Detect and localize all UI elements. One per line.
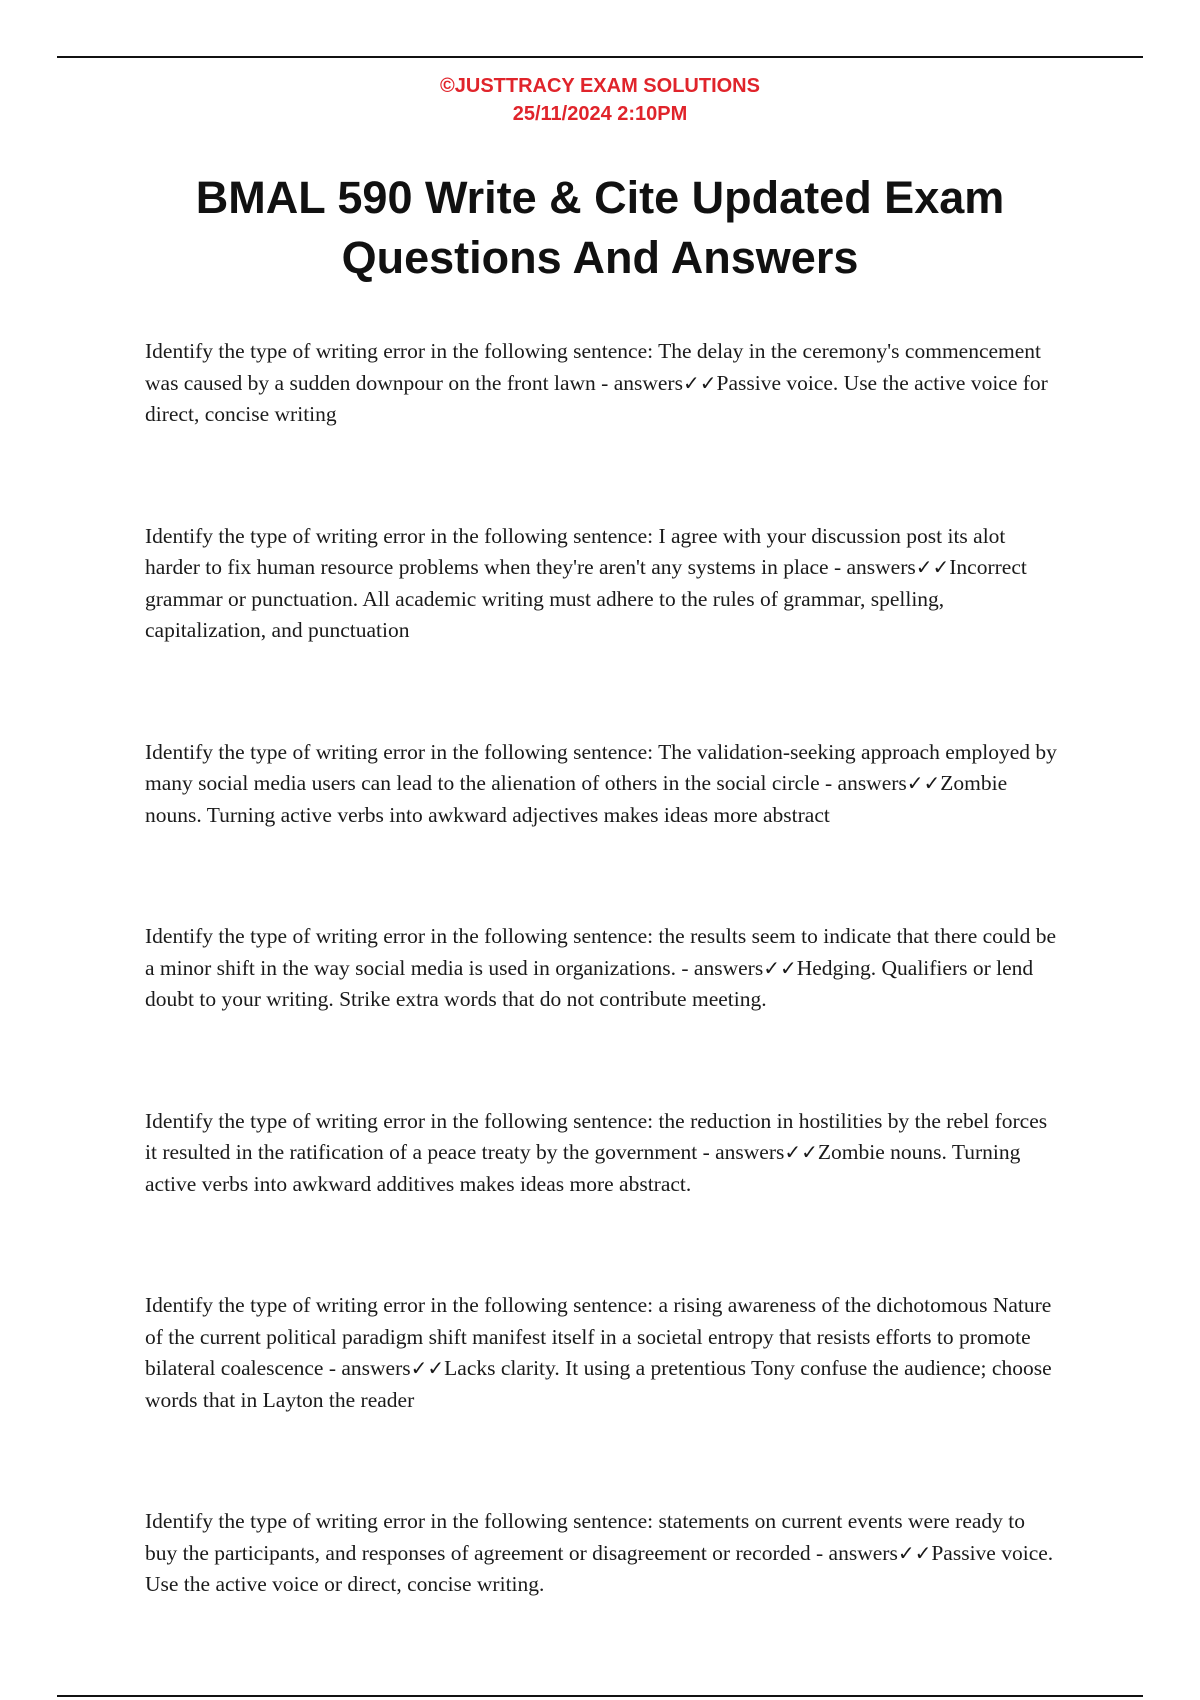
qa-list <box>145 336 1060 1691</box>
check-icon: ✓✓ <box>915 555 950 579</box>
check-icon: ✓✓ <box>897 1540 932 1565</box>
answer-text: Hedging. Qualifiers or lend doubt to your writing. Strike extra words that do not contribute meeting. <box>145 955 1034 1011</box>
check-icon: ✓✓ <box>682 370 717 395</box>
question-text: Identify the type of writing error in the following sentence: The validation-seeking approach employed by many social media users can lead to the alienation of others in the social circle - answers <box>145 739 1057 795</box>
top-rule <box>57 56 1143 58</box>
qa-item <box>145 336 1060 431</box>
check-icon: ✓✓ <box>763 955 797 980</box>
answer-text: Zombie nouns. Turning active verbs into awkward additives makes ideas more abstract. <box>145 1140 1021 1196</box>
qa-item <box>145 1106 1060 1201</box>
qa-item <box>145 921 1060 1016</box>
qa-item <box>145 1506 1060 1601</box>
answer-text: Incorrect grammar or punctuation. All academic writing must adhere to the rules of grammar, spelling, capitalization, and punctuation <box>145 555 1027 642</box>
check-icon: ✓✓ <box>784 1140 818 1164</box>
qa-item <box>145 1290 1060 1416</box>
answer-text: Passive voice. Use the active voice for direct, concise writing <box>145 370 1048 426</box>
question-text: Identify the type of writing error in the following sentence: statements on current events were ready to buy the participants, and responses of agreement or disagreement or recorded - answers <box>145 1509 1026 1565</box>
watermark-line-2: 25/11/2024 2:10PM <box>512 103 688 125</box>
question-text: Identify the type of writing error in the following sentence: I agree with your discussion post its alot harder to fix human resource problems when they're aren't any systems in place - answers <box>145 523 1006 579</box>
answer-text: Lacks clarity. It using a pretentious Tony confuse the audience; choose words that in Layton the reader <box>145 1356 1052 1412</box>
qa-item <box>145 521 1060 647</box>
watermark-line-1: ©JUSTTRACY EXAM SOLUTIONS <box>440 75 760 97</box>
check-icon: ✓✓ <box>410 1356 445 1380</box>
question-text: Identify the type of writing error in the following sentence: the results seem to indicate that there could be a minor shift in the way social media is used in organizations. - answers <box>145 924 1057 980</box>
watermark <box>0 72 1200 128</box>
bottom-rule <box>57 1695 1143 1697</box>
document-title: BMAL 590 Write & Cite Updated Exam Questions And Answers <box>195 172 1005 283</box>
answer-text: Zombie nouns. Turning active verbs into awkward adjectives makes ideas more abstract <box>145 771 1008 827</box>
qa-item <box>145 737 1060 832</box>
question-text: Identify the type of writing error in the following sentence: The delay in the ceremony's commencement was caused by a sudden downpour on the front lawn - answers <box>145 339 1042 395</box>
question-text: Identify the type of writing error in the following sentence: a rising awareness of the dichotomous Nature of the current political paradigm shift manifest itself in a societal entropy that resists efforts to promote bilateral coalescence - answers <box>145 1293 1052 1380</box>
answer-text: Passive voice. Use the active voice or direct, concise writing. <box>145 1540 1054 1596</box>
check-icon: ✓✓ <box>906 771 941 795</box>
question-text: Identify the type of writing error in the following sentence: the reduction in hostilities by the rebel forces it resulted in the ratification of a peace treaty by the government - answers <box>145 1108 1048 1164</box>
